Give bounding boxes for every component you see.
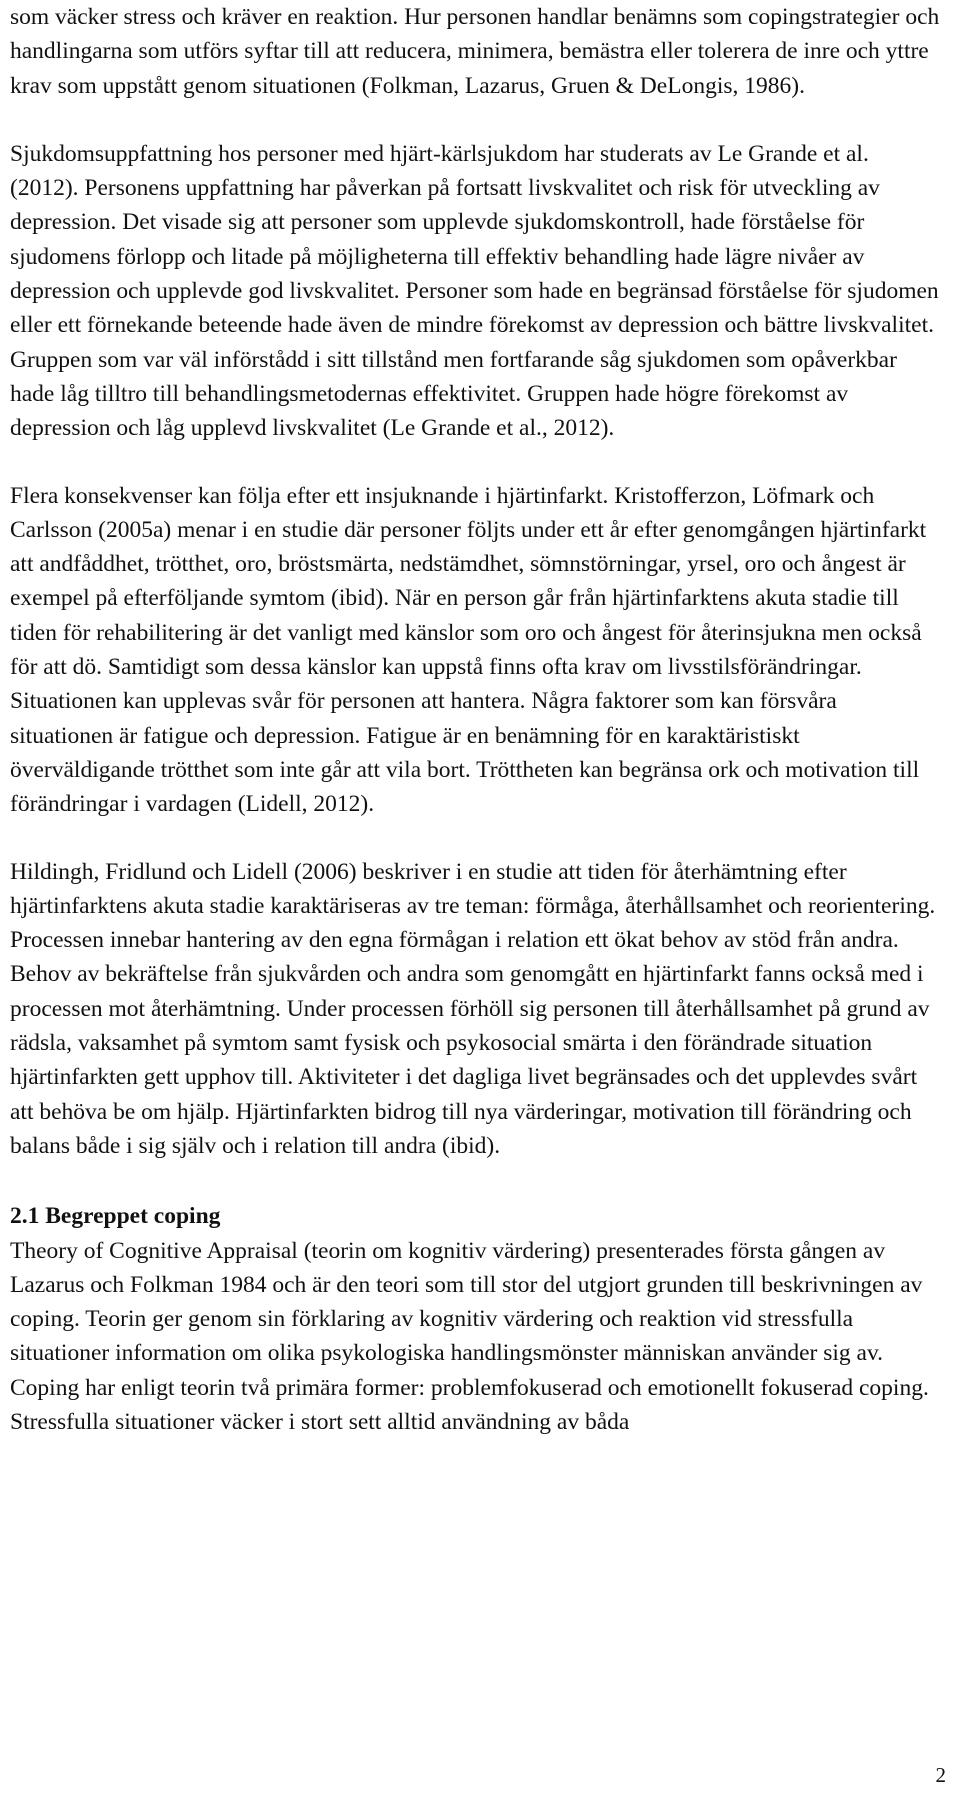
document-body	[10, 0, 940, 1439]
paragraph-3: Flera konsekvenser kan följa efter ett insjuknande i hjärtinfarkt. Kristofferzon, Löfmark och Carlsson (2005a) menar i en studie där personer följts under ett år efter genomgången hjärtinfarkt att andfåddhet, trötthet, oro, bröstsmärta, nedstämdhet, sömnstörningar, yrsel, oro och ångest är exempel på efterföljande symtom (ibid). När en person går från hjärtinfarktens akuta stadie till tiden för rehabilitering är det vanligt med känslor som oro och ångest för återinsjukna men också för att dö. Samtidigt som dessa känslor kan uppstå finns ofta krav om livsstilsförändringar. Situationen kan upplevas svår för personen att hantera. Några faktorer som kan försvåra situationen är fatigue och depression. Fatigue är en benämning för en karaktäristiskt överväldigande trötthet som inte går att vila bort. Tröttheten kan begränsa ork och motivation till förändringar i vardagen (Lidell, 2012).	[10, 482, 927, 818]
paragraph-2: Sjukdomsuppfattning hos personer med hjärt-kärlsjukdom har studerats av Le Grande et al. (2012). Personens uppfattning har påverkan på fortsatt livskvalitet och risk för utveckling av depression. Det visade sig att personer som upplevde sjukdomskontroll, hade förståelse för sjudomens förlopp och litade på möjligheterna till effektiv behandling hade lägre nivåer av depression och upplevde god livskvalitet. Personer som hade en begränsad förståelse för sjudomen eller ett förnekande beteende hade även de mindre förekomst av depression och bättre livskvalitet. Gruppen som var väl införstådd i sitt tillstånd men fortfarande såg sjukdomen som opåverkbar hade låg tilltro till behandlingsmetodernas effektivitet. Gruppen hade högre förekomst av depression och låg upplevd livskvalitet (Le Grande et al., 2012).	[10, 140, 939, 442]
section-paragraph: Theory of Cognitive Appraisal (teorin om kognitiv värdering) presenterades första gången av Lazarus och Folkman 1984 och är den teori som till stor del utgjort grunden till beskrivningen av coping. Teorin ger genom sin förklaring av kognitiv värdering och reaktion vid stressfulla situationer information om olika psykologiska handlingsmönster människan använder sig av. Coping har enligt teorin två primära former: problemfokuserad och emotionellt fokuserad coping. Stressfulla situationer väcker i stort sett alltid användning av båda	[10, 1237, 929, 1435]
section-coping	[10, 1199, 940, 1439]
section-heading: 2.1 Begreppet coping	[10, 1203, 221, 1230]
page-number: 2	[935, 1763, 946, 1787]
paragraph-1: som väcker stress och kräver en reaktion. Hur personen handlar benämns som copingstrategier och handlingarna som utförs syftar till att reducera, minimera, bemästra eller tolerera de inre och yttre krav som uppstått genom situationen (Folkman, Lazarus, Gruen & DeLongis, 1986).	[10, 4, 940, 99]
paragraph-4: Hildingh, Fridlund och Lidell (2006) beskriver i en studie att tiden för återhämtning efter hjärtinfarktens akuta stadie karaktäriseras av tre teman: förmåga, återhållsamhet och reorientering. Processen innebar hantering av den egna förmågan i relation ett ökat behov av stöd från andra. Behov av bekräftelse från sjukvården och andra som genomgått en hjärtinfarkt fanns också med i processen mot återhämtning. Under processen förhöll sig personen till återhållsamhet på grund av rädsla, vaksamhet på symtom samt fysisk och psykosocial smärta i den förändrade situation hjärtinfarkten gett upphov till. Aktiviteter i det dagliga livet begränsades och det upplevdes svårt att behöva be om hjälp. Hjärtinfarkten bidrog till nya värderingar, motivation till förändring och balans både i sig själv och i relation till andra (ibid).	[10, 858, 936, 1159]
